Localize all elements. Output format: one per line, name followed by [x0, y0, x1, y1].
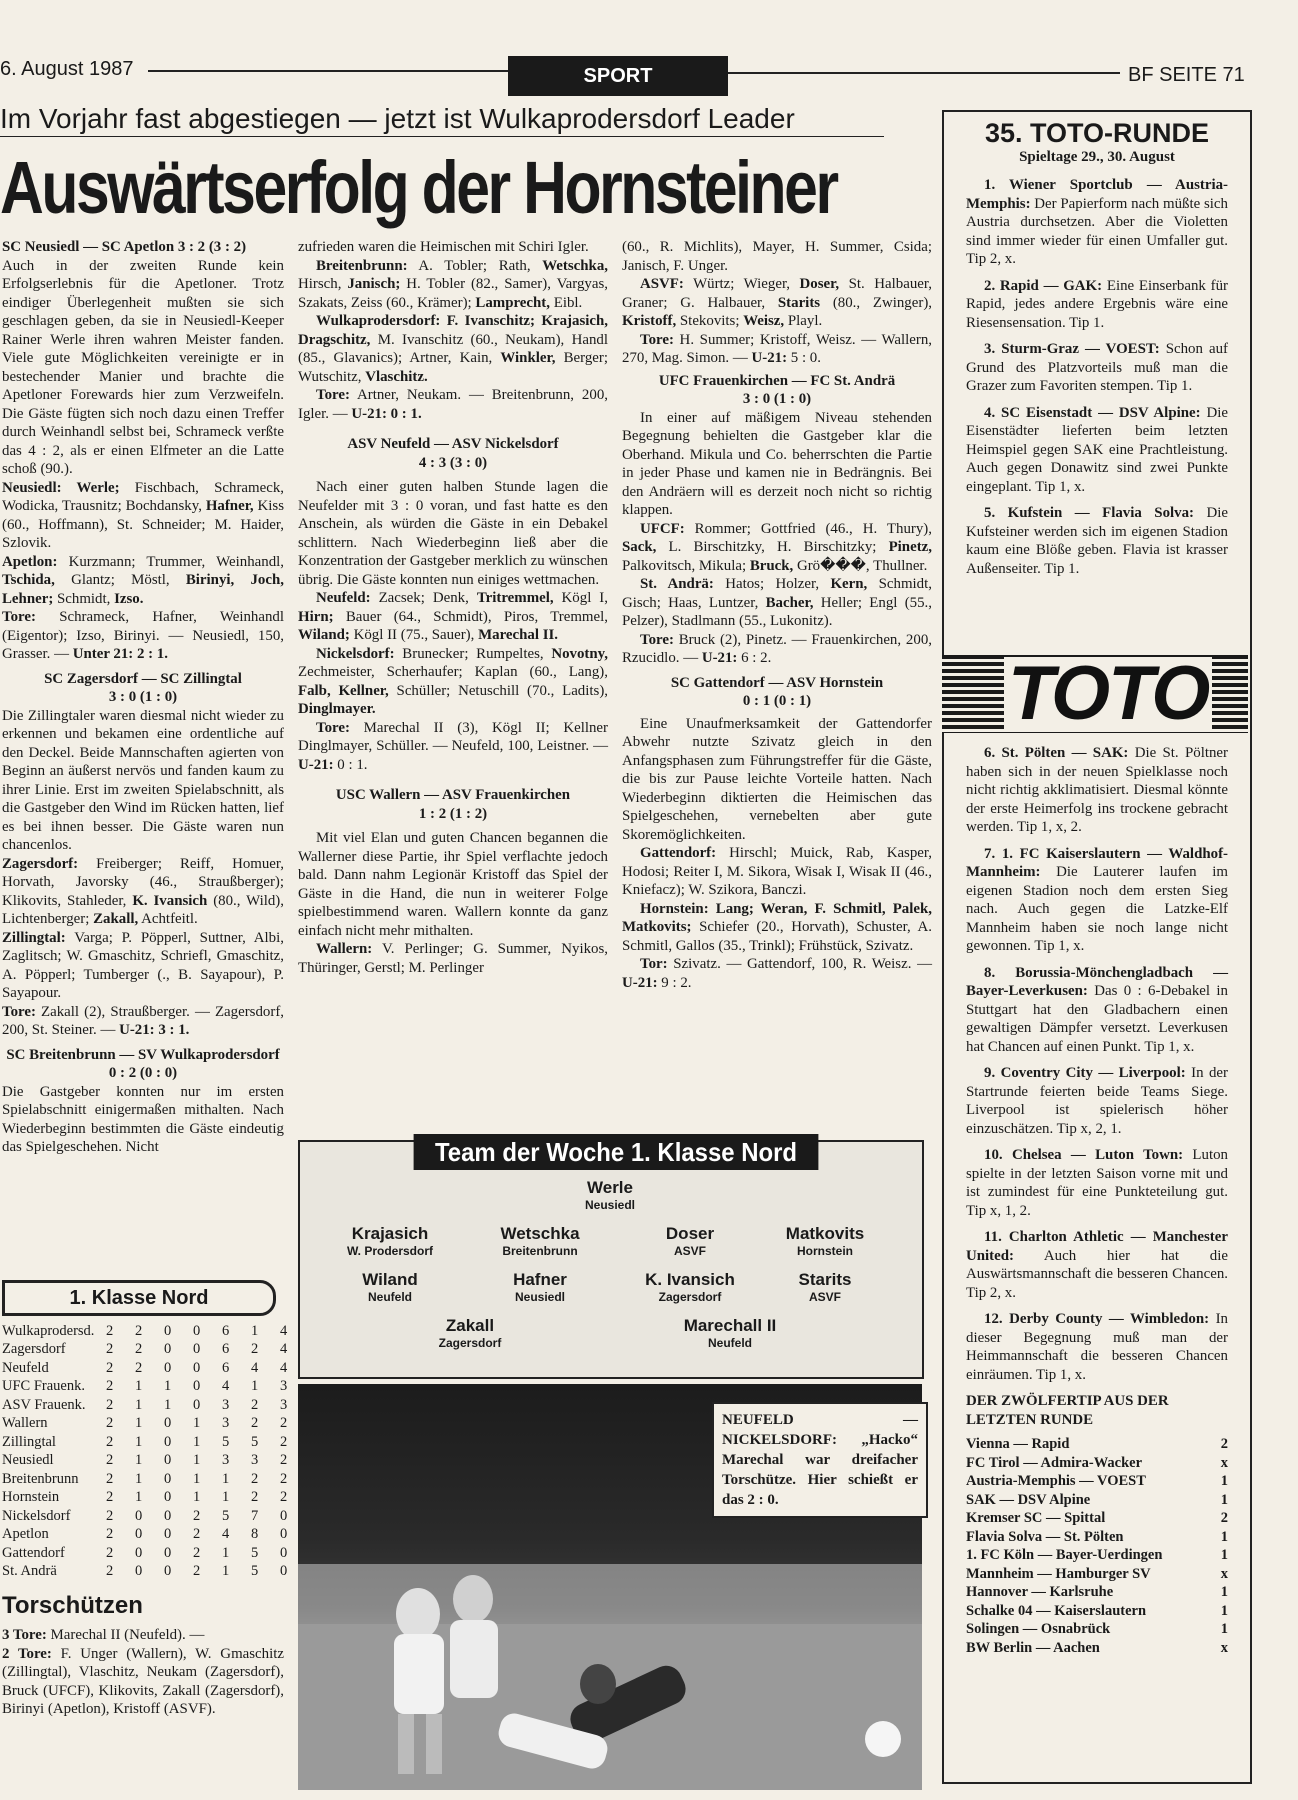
tip-row	[966, 1435, 1228, 1454]
stat-cell: 0	[135, 1544, 143, 1561]
stat-cell: 8	[251, 1526, 259, 1543]
stat-cell: 1	[193, 1415, 201, 1432]
team-name: Breitenbrunn	[2, 1470, 79, 1487]
stat-cell: 0	[135, 1526, 143, 1543]
team-name: Neusiedl	[2, 1452, 54, 1469]
toto-title: 35. TOTO-RUNDE	[984, 118, 1210, 148]
goals: Tore: Zakall (2), Straußberger. — Zagersdorf, 200, St. Steiner. — U-21: 3 : 1.	[2, 1003, 284, 1038]
goals: Tore: Marechal II (3), Kögl II; Kellner Dinglmayer, Schüller. — Neufeld, 100, Leistner. — U-21: 0 : 1.	[298, 719, 608, 773]
match-score: 3 : 0 (1 : 0)	[108, 689, 178, 705]
stat-cell: 0	[193, 1322, 201, 1339]
stat-cell: 2	[106, 1433, 114, 1450]
table-row	[2, 1415, 309, 1434]
player-card: Doser ASVF	[665, 1224, 715, 1258]
tip-result: x	[1220, 1639, 1228, 1656]
stat-cell: 2	[280, 1415, 288, 1432]
team-name: Zagersdorf	[2, 1341, 66, 1358]
table-row	[2, 1563, 309, 1582]
stat-cell: 0	[164, 1470, 172, 1487]
match-score: 1 : 2 (1 : 2)	[418, 805, 488, 822]
tip-match: Hannover — Karlsruhe	[966, 1584, 1114, 1600]
match-report: Die Zillingtaler waren diesmal nicht wieder zu erkennen und bekamen eine ordentliche auf den Deckel. Beide Mannschaften agierten von Beginn an äußerst nervös und fanden kaum zu ihrer Linie. Erst im zweiten Spielabschnitt, als die Gastgeber den Wind im Rücken hatten, lief es bei ihnen besser. Die Gäste waren nun chancenlos.	[2, 707, 284, 853]
scorers-title: Torschützen	[2, 1592, 143, 1619]
table-row	[2, 1396, 309, 1415]
team-name: Nickelsdorf	[2, 1507, 71, 1524]
stat-cell: 2	[251, 1341, 259, 1358]
tip-match: 1. FC Köln — Bayer-Uerdingen	[966, 1547, 1163, 1563]
match-title: SC Breitenbrunn — SV Wulkaprodersdorf 0 : 2 (0 : 0)	[6, 1046, 280, 1081]
team-of-the-week	[298, 1137, 924, 1379]
tip-result: 2	[1220, 1510, 1228, 1526]
stat-cell: 0	[164, 1452, 172, 1469]
stat-cell: 0	[164, 1433, 172, 1450]
article-column-3	[622, 238, 932, 992]
team-name: Apetlon	[2, 1526, 49, 1543]
toto-game: 9. Coventry City — Liverpool: In der Startrunde feierten beide Teams Siege. Liverpool ist spielerisch höher einzuschätzen. Tip x, 2, 1.	[966, 1065, 1228, 1137]
tip-match: Austria-Memphis — VOEST	[966, 1473, 1146, 1489]
stat-cell: 2	[106, 1489, 114, 1506]
stat-cell: 2	[135, 1341, 143, 1358]
stat-cell: 0	[164, 1415, 172, 1432]
player-card: Zakall Zagersdorf	[438, 1316, 502, 1350]
toto-game: 8. Borussia-Mönchengladbach — Bayer-Leverkusen: Das 0 : 6-Debakel in Stuttgart hat den Gladbachern einen gewaltigen Dämpfer versetzt. Leverkusen hat Chancen auf einen Punkt. Tip 1, x.	[966, 964, 1228, 1055]
stat-cell: 4	[280, 1341, 288, 1358]
standings-table	[2, 1322, 309, 1581]
lineup-home: Neufeld: Zacsek; Denk, Tritremmel, Kögl I, Hirn; Bauer (64., Schmidt), Piros, Tremmel, Wiland; Kögl II (75., Sauer), Marechal II.	[298, 590, 608, 643]
match-report: zufrieden waren die Heimischen mit Schiri Igler.	[298, 239, 589, 255]
stat-cell: 5	[251, 1563, 259, 1580]
stat-cell: 4	[280, 1322, 288, 1339]
stat-cell: 2	[106, 1341, 114, 1358]
stat-cell: 2	[280, 1452, 288, 1469]
toto-game: 4. SC Eisenstadt — DSV Alpine: Die Eisenstädter lieferten beim letzten Heimspiel gegen SAK eine Prachtleistung. Auch gegen Donawitz sind zwei Punkte eingeplant. Tip 1, x.	[966, 404, 1228, 495]
player-card: Werle Neusiedl	[584, 1178, 635, 1212]
table-row	[2, 1378, 309, 1397]
stat-cell: 2	[193, 1563, 201, 1580]
stat-cell: 1	[135, 1489, 143, 1506]
stat-cell: 0	[280, 1544, 288, 1561]
team-name: ASV Frauenk.	[2, 1396, 86, 1413]
match-score: 3 : 0 (1 : 0)	[742, 391, 812, 407]
player-card: Krajasich W. Prodersdorf	[346, 1224, 433, 1258]
stat-cell: 0	[164, 1359, 172, 1376]
toto-tip-table	[966, 1435, 1228, 1657]
goals: Tore: H. Summer; Kristoff, Weisz. — Wallern, 270, Mag. Simon. — U-21: 5 : 0.	[622, 331, 932, 366]
tip-result: 1	[1220, 1528, 1228, 1545]
table-row	[2, 1526, 309, 1545]
stat-cell: 6	[222, 1359, 230, 1376]
match-report: Eine Unaufmerksamkeit der Gattendorfer Abwehr nutzte Szivatz gleich in den Anfangsphasen zum Führungstreffer für die Gäste, die bis zur Pause leichte Vorteile hatten. Nach Wiederbeginn diktierten die Heimischen das Spielgeschehen, vernebelten aber gute Skoremöglichkeiten.	[622, 715, 932, 843]
tip-result: 1	[1220, 1602, 1228, 1619]
page-number: BF SEITE 71	[1128, 64, 1245, 86]
stat-cell: 2	[251, 1489, 259, 1506]
match-title: SC Zagersdorf — SC Zillingtal	[44, 670, 242, 687]
tip-result: 1	[1220, 1491, 1228, 1508]
match-title: USC Wallern — ASV Frauenkirchen	[335, 787, 571, 803]
stat-cell: 1	[251, 1322, 259, 1339]
tip-row	[966, 1454, 1228, 1473]
stat-cell: 2	[193, 1507, 201, 1524]
stat-cell: 0	[193, 1359, 201, 1376]
team-name: Hornstein	[2, 1489, 60, 1506]
team-name: Zillingtal	[2, 1433, 56, 1450]
lineup-away: Nickelsdorf: Brunecker; Rumpeltes, Novotny, Zechmeister, Scherhaufer; Kaplan (60., Lang), Falb, Kellner, Schüller; Netuschill (70., Ladits), Dinglmayer.	[298, 645, 608, 717]
table-row	[2, 1470, 309, 1489]
stat-cell: 2	[106, 1396, 114, 1413]
stat-cell: 0	[193, 1396, 201, 1413]
player-card: Wiland Neufeld	[362, 1270, 418, 1304]
stat-cell: 2	[135, 1322, 143, 1339]
tip-match: Mannheim — Hamburger SV	[966, 1565, 1151, 1582]
table-row	[2, 1544, 309, 1563]
stat-cell: 0	[164, 1507, 172, 1524]
tip-result: x	[1220, 1454, 1228, 1471]
toto-tip-title: DER ZWÖLFERTIP AUS DER LETZTEN RUNDE	[966, 1393, 1169, 1428]
stat-cell: 1	[222, 1563, 230, 1580]
stat-cell: 2	[135, 1359, 143, 1376]
match-report: Mit viel Elan und guten Chancen begannen die Wallerner diese Partie, ihr Spiel verflachte jedoch bald. Dann nahm Legionär Kristoff das Spiel der Gäste in die Hand, die nun in weiterer Folge spielbestimmend waren. Wallern konnte da ganz einfach nicht mehr mithalten.	[298, 830, 608, 939]
tip-row	[966, 1472, 1228, 1491]
stat-cell: 2	[280, 1470, 288, 1487]
stat-cell: 4	[280, 1359, 288, 1376]
tip-result: 1	[1220, 1473, 1228, 1489]
stat-cell: 1	[222, 1489, 230, 1506]
toto-game: 7. 1. FC Kaiserslautern — Waldhof-Mannheim: Die Lauterer laufen im eigenen Stadion noch dem ersten Sieg nach. Auch gegen die Latzke-Elf Mannheim haben sie noch lange nicht gewonnen. Tip 1, x.	[966, 845, 1228, 954]
tip-row	[966, 1491, 1228, 1510]
match-title: SC Gattendorf — ASV Hornstein	[670, 674, 884, 691]
stat-cell: 0	[135, 1563, 143, 1580]
team-name: Wulkaprodersd.	[2, 1322, 95, 1339]
lineup-home: UFCF: Rommer; Gottfried (46., H. Thury), Sack, L. Birschitzky, H. Birschitzky; Pinetz, Palkovitsch, Mikula; Bruck, Grö���, Thullner.	[622, 520, 932, 574]
stat-cell: 3	[222, 1415, 230, 1432]
stat-cell: 2	[251, 1470, 259, 1487]
toto-game: 12. Derby County — Wimbledon: In dieser Begegnung muß man der Heimmannschaft die besseren Chancen einräumen. Tip 1, x.	[966, 1311, 1228, 1383]
stat-cell: 2	[106, 1322, 114, 1339]
tip-match: Kremser SC — Spittal	[966, 1510, 1106, 1526]
stat-cell: 1	[193, 1452, 201, 1469]
stat-cell: 1	[135, 1378, 143, 1395]
stat-cell: 1	[135, 1415, 143, 1432]
lineup-home: Breitenbrunn: A. Tobler; Rath, Wetschka, Hirsch, Janisch; H. Tobler (82., Samer), Vargyas, Szakats, Zeiss (60., Krämer); Lamprecht, Eibl.	[298, 257, 608, 311]
match-report: Auch in der zweiten Runde kein Erfolgserlebnis für die Apetloner. Trotz eindiger Überlegenheit mußten sie sich geschlagen geben, da sie in Neusiedl-Keeper Rainer Werle ihren wahren Meister fanden. Viele gute Möglichkeiten vereinigte er in bestechender Manier und brachte die Apetloner Forewards hier zum Verzweifeln. Die Gäste fügten sich noch dazu einen Treffer durch Weinhandl selbst bei, Schrameck verßte das 4 : 2, als er einen Elfmeter an die Latte schoß (90.).	[2, 257, 284, 477]
toto-game: 11. Charlton Athletic — Manchester United: Auch hier hat die Auswärtsmannschaft die besseren Chancen. Tip 2, x.	[966, 1229, 1228, 1301]
issue-date: 6. August 1987	[0, 58, 134, 80]
team-of-the-week-title: Team der Woche 1. Klasse Nord	[414, 1134, 819, 1170]
tip-result: 1	[1220, 1621, 1228, 1637]
stat-cell: 2	[106, 1359, 114, 1376]
match-report: Die Gastgeber konnten nur im ersten Spielabschnitt einigermaßen mithalten. Nach Wiederbeginn bestimmten die Gäste eindeutig das Spielgeschehen. Nicht	[2, 1083, 284, 1155]
stat-cell: 6	[222, 1341, 230, 1358]
stat-cell: 0	[164, 1322, 172, 1339]
article-column-1	[2, 238, 284, 1157]
table-row	[2, 1489, 309, 1508]
stat-cell: 0	[280, 1526, 288, 1543]
player-card: Matkovits Hornstein	[785, 1224, 865, 1258]
table-row	[2, 1341, 309, 1360]
toto-games-top	[966, 176, 1228, 586]
stat-cell: 1	[222, 1470, 230, 1487]
player-card: Marechall II Neufeld	[683, 1316, 777, 1350]
table-row	[2, 1433, 309, 1452]
stat-cell: 2	[106, 1507, 114, 1524]
stat-cell: 2	[106, 1526, 114, 1543]
stat-cell: 1	[193, 1433, 201, 1450]
tip-row	[966, 1583, 1228, 1602]
table-row	[2, 1452, 309, 1471]
photo-caption: NEUFELD — NICKELSDORF: „Hacko“ Marechal war dreifacher Torschütze. Hier schießt er das 2 : 0.	[712, 1402, 928, 1518]
lineup-home: Neusiedl: Werle; Fischbach, Schrameck, Wodicka, Trausnitz; Bochdansky, Hafner, Kiss (60., Hoffmann), St. Schneider; M. Haider, Szlovik.	[2, 479, 284, 551]
tip-row	[966, 1620, 1228, 1639]
player-card: Wetschka Breitenbrunn	[500, 1224, 580, 1258]
stat-cell: 2	[106, 1378, 114, 1395]
stat-cell: 0	[193, 1378, 201, 1395]
match-score: 4 : 3 (3 : 0)	[418, 454, 488, 471]
tip-match: Flavia Solva — St. Pölten	[966, 1528, 1124, 1545]
lineup-away: Hornstein: Lang; Weran, F. Schmitl, Palek, Matkovits; Schiefer (20., Horvath), Schuster, A. Schmitl, Gallos (35., Trinkl); Frühstück, Szivatz.	[622, 900, 932, 954]
stat-cell: 0	[164, 1341, 172, 1358]
stat-cell: 1	[135, 1452, 143, 1469]
team-name: Neufeld	[2, 1359, 49, 1376]
match-report: In einer auf mäßigem Niveau stehenden Begegnung behielten die Gastgeber klar die Oberhand. Mikula und Co. beherrschten die Partie in jeder Phase und kamen nie in Bedrängnis. Bei den Andräern will es derzeit noch nicht so richtig klappen.	[622, 409, 932, 518]
stat-cell: 2	[280, 1433, 288, 1450]
stat-cell: 1	[135, 1433, 143, 1450]
toto-box	[942, 110, 1252, 1784]
lineup-away: Zillingtal: Varga; P. Pöpperl, Suttner, Albi, Zaglitsch; W. Gmaschitz, Schriefl, Gmaschitz, A. Pöpperl; Tumberger (., B. Sayapour), P. Sayapour.	[2, 929, 284, 1001]
lineup-home: Gattendorf: Hirschl; Muick, Rab, Kasper, Hodosi; Reiter I, M. Sikora, Wisak I, Wisak II (46., Kniefacz); W. Szikora, Banczi.	[622, 845, 932, 898]
toto-game: 6. St. Pölten — SAK: Die St. Pöltner haben sich in der neuen Spielklasse noch nicht richtig akklimatisiert. Diesmal könnte der erste Heimerfolg ins trockene gebracht werden. Tip 1, x, 2.	[966, 745, 1228, 835]
team-name: Wallern	[2, 1415, 48, 1432]
stat-cell: 5	[251, 1433, 259, 1450]
stat-cell: 1	[251, 1378, 259, 1395]
tip-result: 1	[1220, 1584, 1228, 1600]
team-name: St. Andrä	[2, 1563, 57, 1580]
standings-title: 1. Klasse Nord	[2, 1280, 276, 1316]
stat-cell: 2	[280, 1489, 288, 1506]
stat-cell: 1	[164, 1378, 172, 1395]
stat-cell: 2	[106, 1544, 114, 1561]
tip-match: Solingen — Osnabrück	[966, 1621, 1111, 1637]
goals: Tor: Szivatz. — Gattendorf, 100, R. Weisz. — U-21: 9 : 2.	[622, 956, 932, 991]
stat-cell: 2	[193, 1526, 201, 1543]
toto-game: 5. Kufstein — Flavia Solva: Die Kufsteiner werden sich im eigenen Stadion kaum eine Blöße geben. Flavia ist krasser Außenseiter. Tip 1.	[966, 505, 1228, 577]
match-report: Nach einer guten halben Stunde lagen die Neufelder mit 3 : 0 voran, und fast hatte es den Anschein, als würden die Gäste in ein Debakel schlittern. Nach Wiederbeginn ließ aber die Konzentration der Gastgeber merklich zu wünschen übrig. Die Gäste konnten nun einiges wettmachen.	[298, 479, 608, 588]
stat-cell: 5	[222, 1507, 230, 1524]
match-score: 0 : 1 (0 : 1)	[742, 693, 812, 709]
stat-cell: 0	[164, 1489, 172, 1506]
lineup-away: ASVF: Würtz; Wieger, Doser, St. Halbauer, Graner; G. Halbauer, Starits (80., Zwinger), Kristoff, Stekovits; Weisz, Playl.	[622, 276, 932, 329]
match-title: SC Neusiedl — SC Apetlon 3 : 2 (3 : 2)	[2, 239, 247, 255]
stat-cell: 0	[164, 1526, 172, 1543]
stat-cell: 2	[106, 1470, 114, 1487]
player-card: Hafner Neusiedl	[513, 1270, 567, 1304]
stat-cell: 1	[164, 1396, 172, 1413]
stat-cell: 1	[135, 1470, 143, 1487]
tip-row	[966, 1509, 1228, 1528]
tip-row	[966, 1565, 1228, 1584]
stat-cell: 4	[222, 1526, 230, 1543]
match-title: UFC Frauenkirchen — FC St. Andrä	[658, 372, 896, 389]
tip-row	[966, 1528, 1228, 1547]
stat-cell: 1	[193, 1489, 201, 1506]
stat-cell: 4	[251, 1359, 259, 1376]
player-card: K. Ivansich Zagersdorf	[645, 1270, 735, 1304]
stat-cell: 1	[193, 1470, 201, 1487]
lineup-away: Apetlon: Kurzmann; Trummer, Weinhandl, Tschida, Glantz; Möstl, Birinyi, Joch, Lehner; Schmidt, Izso.	[2, 553, 284, 607]
table-row	[2, 1507, 309, 1526]
stat-cell: 0	[164, 1563, 172, 1580]
scorers-list: 3 Tore: Marechal II (Neufeld). — 2 Tore: F. Unger (Wallern), W. Gmaschitz (Zillingtal), Vlaschitz, Neukam (Zagersdorf), Bruck (UFCF), Klikovits, Zakall (Zagersdorf), Birinyi (Apetlon), Kristoff (ASVF).	[2, 1627, 284, 1717]
player-card: Starits ASVF	[798, 1270, 852, 1304]
stat-cell: 2	[106, 1415, 114, 1432]
stat-cell: 2	[106, 1563, 114, 1580]
stat-cell: 0	[193, 1341, 201, 1358]
header-rule-left	[148, 70, 508, 72]
stat-cell: 6	[222, 1322, 230, 1339]
stat-cell: 0	[135, 1507, 143, 1524]
toto-game: 1. Wiener Sportclub — Austria-Memphis: Der Papierform nach müßte sich Austria durchsetzen. Aber die Violetten sind immer wieder für einen Umfaller gut. Tip 2, x.	[966, 177, 1228, 267]
stat-cell: 0	[280, 1507, 288, 1524]
table-row	[2, 1359, 309, 1378]
toto-game: 3. Sturm-Graz — VOEST: Schon auf Grund des Platzvorteils muß man die Grazer zum Favoriten stempen. Tip 1.	[966, 341, 1229, 394]
stat-cell: 0	[164, 1544, 172, 1561]
tip-result: 1	[1220, 1547, 1228, 1563]
tip-row	[966, 1602, 1228, 1621]
table-row	[2, 1322, 309, 1341]
article-kicker: Im Vorjahr fast abgestiegen — jetzt ist Wulkaprodersdorf Leader	[0, 103, 795, 134]
tip-row	[966, 1639, 1228, 1658]
article-headline: Auswärtserfolg der Hornsteiner	[0, 146, 837, 229]
section-label: SPORT	[510, 58, 726, 94]
tip-match: FC Tirol — Admira-Wacker	[966, 1454, 1143, 1471]
lineup-home: Zagersdorf: Freiberger; Reiff, Homuer, Horvath, Javorsky (46., Straußberger); Klikovits, Stahleder, K. Ivansich (80., Wild), Lichtenberger; Zakall, Achtfeitl.	[2, 855, 284, 927]
toto-logo: TOTO	[942, 655, 1248, 733]
tip-match: SAK — DSV Alpine	[966, 1491, 1091, 1508]
stat-cell: 2	[106, 1452, 114, 1469]
lineup-away: St. Andrä: Hatos; Holzer, Kern, Schmidt, Gisch; Haas, Luntzer, Bacher, Heller; Engl (55., Pelzer), Stadlmann (55., Lukonitz).	[622, 576, 932, 629]
tip-match: BW Berlin — Aachen	[966, 1639, 1100, 1656]
lineup-away: Wulkaprodersdorf: F. Ivanschitz; Krajasich, Dragschitz, M. Ivanschitz (60., Neukam), Handl (85., Glavanics); Artner, Kain, Winkler, Berger; Wutschitz, Vlaschitz.	[298, 313, 608, 385]
stat-cell: 2	[193, 1544, 201, 1561]
stat-cell: 5	[251, 1544, 259, 1561]
stat-cell: 3	[280, 1378, 288, 1395]
team-name: UFC Frauenk.	[2, 1378, 85, 1395]
stat-cell: 1	[135, 1396, 143, 1413]
stat-cell: 2	[251, 1396, 259, 1413]
stat-cell: 5	[222, 1433, 230, 1450]
toto-game: 2. Rapid — GAK: Eine Einserbank für Rapid, jedes andere Ergebnis wäre eine Riesensensation. Tip 1.	[966, 277, 1228, 331]
toto-games-bottom	[966, 744, 1228, 1657]
tip-match: Vienna — Rapid	[966, 1436, 1070, 1452]
stat-cell: 7	[251, 1507, 259, 1524]
stat-cell: 3	[251, 1452, 259, 1469]
lineup-home: (60., R. Michlits), Mayer, H. Summer, Csida; Janisch, F. Unger.	[622, 239, 932, 274]
article-column-2	[298, 238, 608, 977]
toto-subtitle: Spieltage 29., 30. August	[1019, 149, 1175, 165]
goals: Tore: Schrameck, Hafner, Weinhandl (Eigentor); Izso, Birinyi. — Neusiedl, 150, Grasser. — Unter 21: 2 : 1.	[2, 609, 284, 662]
header-rule-right	[728, 72, 1120, 74]
tip-result: x	[1220, 1565, 1228, 1582]
tip-row	[966, 1546, 1228, 1565]
stat-cell: 1	[222, 1544, 230, 1561]
stat-cell: 3	[222, 1452, 230, 1469]
stat-cell: 3	[280, 1396, 288, 1413]
stat-cell: 4	[222, 1378, 230, 1395]
toto-game: 10. Chelsea — Luton Town: Luton spielte in der letzten Saison vorne mit und ist zumindest für eine Punkteteilung gut. Tip x, 1, 2.	[966, 1147, 1228, 1219]
match-title: ASV Neufeld — ASV Nickelsdorf	[347, 436, 559, 452]
stat-cell: 2	[251, 1415, 259, 1432]
tip-result: 2	[1220, 1436, 1228, 1452]
goals: Tore: Bruck (2), Pinetz. — Frauenkirchen, 200, Rzucidlo. — U-21: 6 : 2.	[622, 631, 932, 666]
lineup-home: Wallern: V. Perlinger; G. Summer, Nyikos, Thüringer, Gerstl; M. Perlinger	[298, 941, 608, 976]
goals: Tore: Artner, Neukam. — Breitenbrunn, 200, Igler. — U-21: 0 : 1.	[298, 387, 608, 422]
team-name: Gattendorf	[2, 1544, 65, 1561]
tip-match: Schalke 04 — Kaiserslautern	[966, 1602, 1147, 1619]
stat-cell: 3	[222, 1396, 230, 1413]
kicker-rule	[0, 136, 884, 137]
stat-cell: 0	[280, 1563, 288, 1580]
